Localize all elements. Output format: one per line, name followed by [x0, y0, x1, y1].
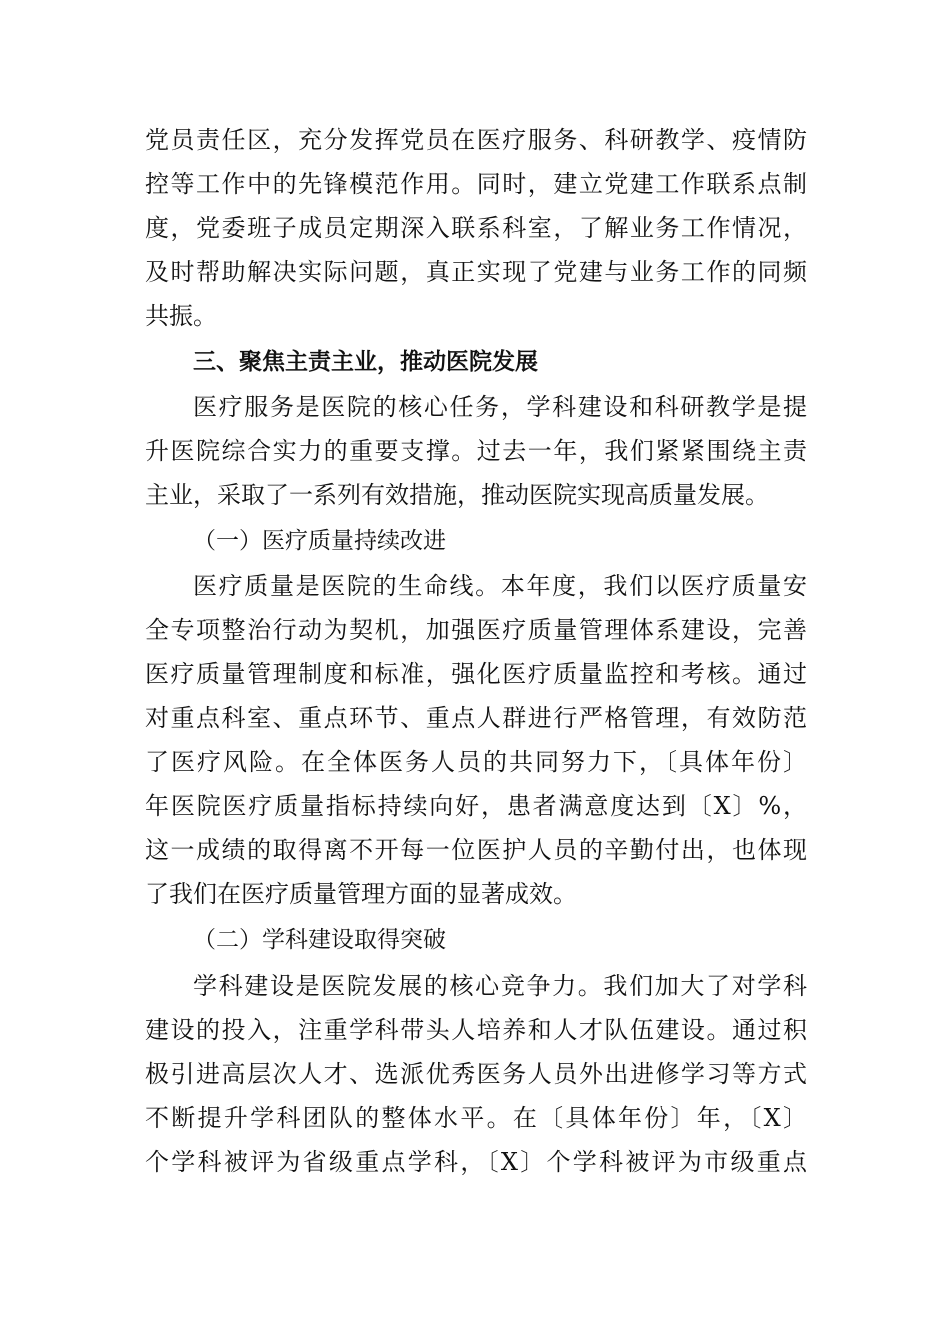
- body-text-line: 个学科被评为省级重点学科，〔X〕个学科被评为市级重点: [145, 1148, 807, 1176]
- body-text-line: 党员责任区，充分发挥党员在医疗服务、科研教学、疫情防: [145, 126, 807, 154]
- body-text-line: 年医院医疗质量指标持续向好，患者满意度达到〔X〕%，: [145, 792, 807, 820]
- body-text-line: 医疗质量管理制度和标准，强化医疗质量监控和考核。通过: [145, 660, 807, 688]
- body-text-line: 及时帮助解决实际问题，真正实现了党建与业务工作的同频: [145, 258, 807, 286]
- body-text-line: 了我们在医疗质量管理方面的显著成效。: [145, 880, 577, 908]
- body-text-line: 控等工作中的先锋模范作用。同时，建立党建工作联系点制: [145, 170, 807, 198]
- paragraph-first-line: 医疗质量是医院的生命线。本年度，我们以医疗质量安: [193, 572, 807, 600]
- body-text-line: 极引进高层次人才、选派优秀医务人员外出进修学习等方式: [145, 1060, 807, 1088]
- section-heading: 三、聚焦主责主业，推动医院发展: [193, 349, 538, 375]
- body-text-line: 了医疗风险。在全体医务人员的共同努力下，〔具体年份〕: [145, 748, 807, 776]
- subsection-heading: （一）医疗质量持续改进: [193, 528, 446, 554]
- body-text-line: 升医院综合实力的重要支撑。过去一年，我们紧紧围绕主责: [145, 437, 807, 465]
- body-text-line: 不断提升学科团队的整体水平。在〔具体年份〕年，〔X〕: [145, 1104, 807, 1132]
- body-text-line: 共振。: [145, 302, 217, 330]
- body-text-line: 对重点科室、重点环节、重点人群进行严格管理，有效防范: [145, 704, 807, 732]
- paragraph-first-line: 学科建设是医院发展的核心竞争力。我们加大了对学科: [193, 972, 807, 1000]
- paragraph-first-line: 医疗服务是医院的核心任务，学科建设和科研教学是提: [193, 393, 807, 421]
- body-text-line: 度，党委班子成员定期深入联系科室，了解业务工作情况，: [145, 214, 807, 242]
- subsection-heading: （二）学科建设取得突破: [193, 927, 446, 953]
- body-text-line: 建设的投入，注重学科带头人培养和人才队伍建设。通过积: [145, 1016, 807, 1044]
- body-text-line: 主业，采取了一系列有效措施，推动医院实现高质量发展。: [145, 481, 769, 509]
- body-text-line: 这一成绩的取得离不开每一位医护人员的辛勤付出，也体现: [145, 836, 807, 864]
- body-text-line: 全专项整治行动为契机，加强医疗质量管理体系建设，完善: [145, 616, 807, 644]
